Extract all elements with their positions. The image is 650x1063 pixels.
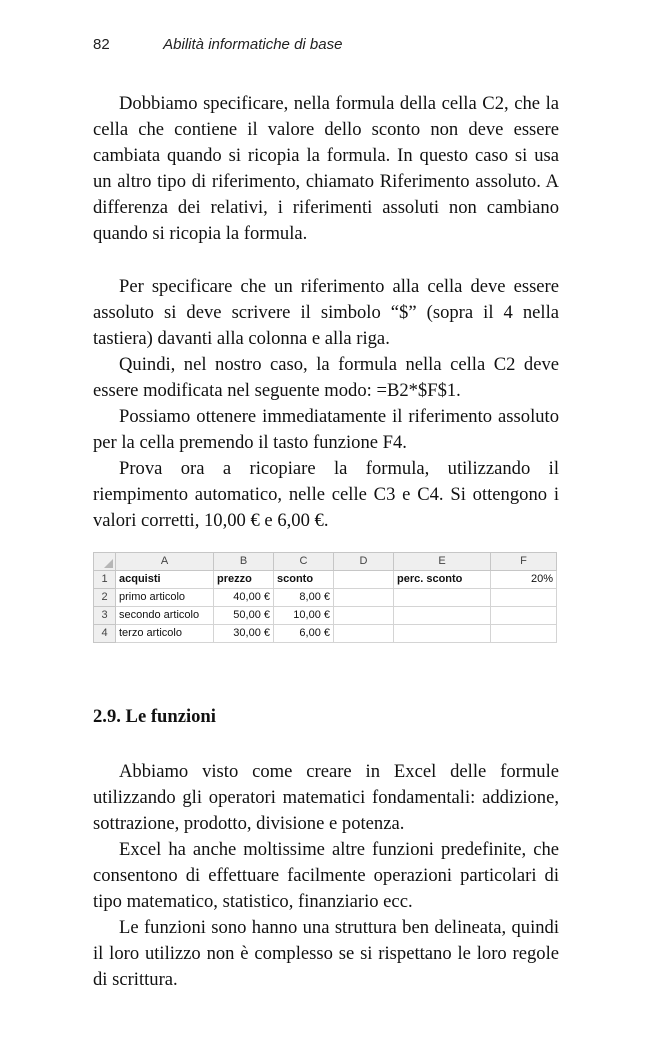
paragraph: Le funzioni sono hanno una struttura ben delineata, quindi il loro utilizzo non è complesso se si rispettano le loro regole di scrittura.: [93, 917, 559, 990]
cell-a4: terzo articolo: [116, 625, 214, 643]
cell-c4: 6,00 €: [274, 625, 334, 643]
row-header: 1: [94, 571, 116, 589]
section-heading: 2.9. Le funzioni: [93, 706, 216, 727]
text-block-dollar-symbol: [93, 274, 559, 534]
cell-e2: [394, 589, 491, 607]
table-row: [94, 607, 557, 625]
cell-e3: [394, 607, 491, 625]
paragraph: Abbiamo visto come creare in Excel delle formule utilizzando gli operatori matematici fondamentali: addizione, sottrazione, prodotto, divisione e potenza.: [93, 761, 559, 834]
cell-a1: acquisti: [116, 571, 214, 589]
text-block-absolute-reference: [93, 91, 559, 247]
cell-d3: [334, 607, 394, 625]
spreadsheet-figure: [93, 552, 557, 643]
column-header: F: [491, 553, 557, 571]
paragraph: Quindi, nel nostro caso, la formula nella cella C2 deve essere modificata nel seguente modo: =B2*$F$1.: [93, 354, 559, 401]
cell-b1: prezzo: [214, 571, 274, 589]
cell-c1: sconto: [274, 571, 334, 589]
cell-b2: 40,00 €: [214, 589, 274, 607]
column-header: B: [214, 553, 274, 571]
table-row: [94, 589, 557, 607]
column-header-row: [94, 553, 557, 571]
cell-a3: secondo articolo: [116, 607, 214, 625]
text-block-functions: [93, 759, 559, 993]
cell-f4: [491, 625, 557, 643]
running-title: Abilità informatiche di base: [163, 36, 343, 53]
cell-d4: [334, 625, 394, 643]
cell-d2: [334, 589, 394, 607]
cell-c2: 8,00 €: [274, 589, 334, 607]
table-row: [94, 625, 557, 643]
page-header: [93, 36, 342, 53]
cell-e1: perc. sconto: [394, 571, 491, 589]
cell-c3: 10,00 €: [274, 607, 334, 625]
cell-f3: [491, 607, 557, 625]
select-all-corner: [94, 553, 116, 571]
cell-f1: 20%: [491, 571, 557, 589]
cell-d1: [334, 571, 394, 589]
paragraph: Prova ora a ricopiare la formula, utilizzando il riempimento automatico, nelle celle C3 e C4. Si ottengono i valori corretti, 10,00 € e 6,00 €.: [93, 458, 559, 531]
paragraph: Excel ha anche moltissime altre funzioni predefinite, che consentono di effettuare facilmente operazioni particolari di tipo matematico, statistico, finanziario ecc.: [93, 839, 559, 912]
table-row: [94, 571, 557, 589]
column-header: C: [274, 553, 334, 571]
page-number: 82: [93, 36, 110, 53]
cell-e4: [394, 625, 491, 643]
paragraph: Per specificare che un riferimento alla cella deve essere assoluto si deve scrivere il simbolo “$” (sopra il 4 nella tastiera) davanti alla colonna e alla riga.: [93, 276, 559, 349]
cell-a2: primo articolo: [116, 589, 214, 607]
cell-f2: [491, 589, 557, 607]
row-header: 4: [94, 625, 116, 643]
column-header: A: [116, 553, 214, 571]
row-header: 3: [94, 607, 116, 625]
column-header: D: [334, 553, 394, 571]
cell-b4: 30,00 €: [214, 625, 274, 643]
paragraph: Dobbiamo specificare, nella formula della cella C2, che la cella che contiene il valore dello sconto non deve essere cambiata quando si ricopia la formula. In questo caso si usa un altro tipo di riferimento, chiamato Riferimento assoluto. A differenza dei relativi, i riferimenti assoluti non cambiano quando si ricopia la formula.: [93, 93, 559, 244]
row-header: 2: [94, 589, 116, 607]
paragraph: Possiamo ottenere immediatamente il riferimento assoluto per la cella premendo il tasto funzione F4.: [93, 406, 559, 453]
column-header: E: [394, 553, 491, 571]
cell-b3: 50,00 €: [214, 607, 274, 625]
